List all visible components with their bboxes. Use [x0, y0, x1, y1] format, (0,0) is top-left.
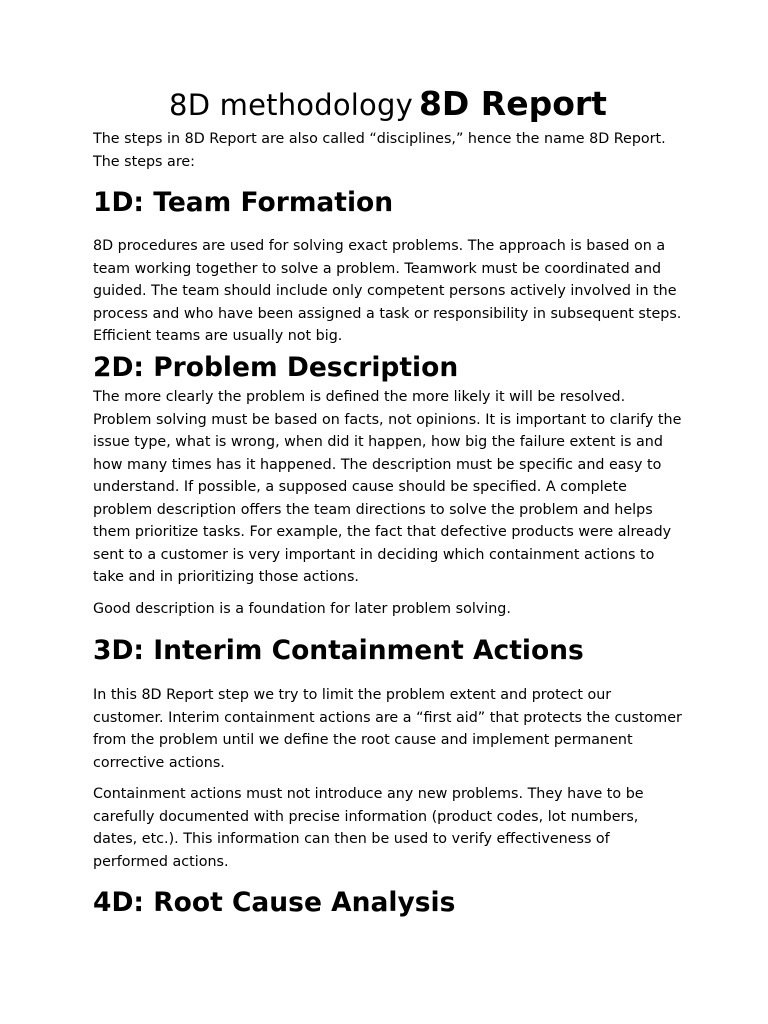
section-heading-2d: 2D: Problem Description — [93, 352, 459, 383]
section-3d-paragraph-1: In this 8D Report step we try to limit the problem extent and protect our customer. Interim containment actions are a “first aid” that protects the customer from the problem until we define the root cause and implement permanent corrective actions. — [93, 687, 682, 771]
section-heading-3d: 3D: Interim Containment Actions — [93, 635, 584, 666]
document-title — [93, 84, 683, 123]
section-heading-1d: 1D: Team Formation — [93, 187, 394, 218]
section-2d-paragraph-1: The more clearly the problem is defined the more likely it will be resolved. Problem solving must be based on facts, not opinions. It is important to clarify the issue type, what is wrong, when did it happen, how big the failure extent is and how many times has it happened. The description must be specific and easy to understand. If possible, a supposed cause should be specified. A complete problem description offers the team directions to solve the problem and helps them prioritize tasks. For example, the fact that defective products were already sent to a customer is very important in deciding which containment actions to take and in prioritizing those actions. — [93, 389, 682, 585]
section-2d-paragraph-2: Good description is a foundation for later problem solving. — [93, 601, 511, 617]
title-main: 8D Report — [418, 84, 607, 123]
section-heading-4d: 4D: Root Cause Analysis — [93, 887, 456, 918]
section-1d-paragraph-1: 8D procedures are used for solving exact problems. The approach is based on a team working together to solve a problem. Teamwork must be coordinated and guided. The team should include only competent persons actively involved in the process and who have been assigned a task or responsibility in subsequent steps. Efficient teams are usually not big. — [93, 238, 682, 344]
section-3d-paragraph-2: Containment actions must not introduce any new problems. They have to be carefully documented with precise information (product codes, lot numbers, dates, etc.). This information can then be used to verify effectiveness of performed actions. — [93, 786, 644, 870]
title-prefix: 8D methodology — [169, 88, 413, 122]
intro-paragraph: The steps in 8D Report are also called “disciplines,” hence the name 8D Report. The steps are: — [93, 131, 666, 170]
